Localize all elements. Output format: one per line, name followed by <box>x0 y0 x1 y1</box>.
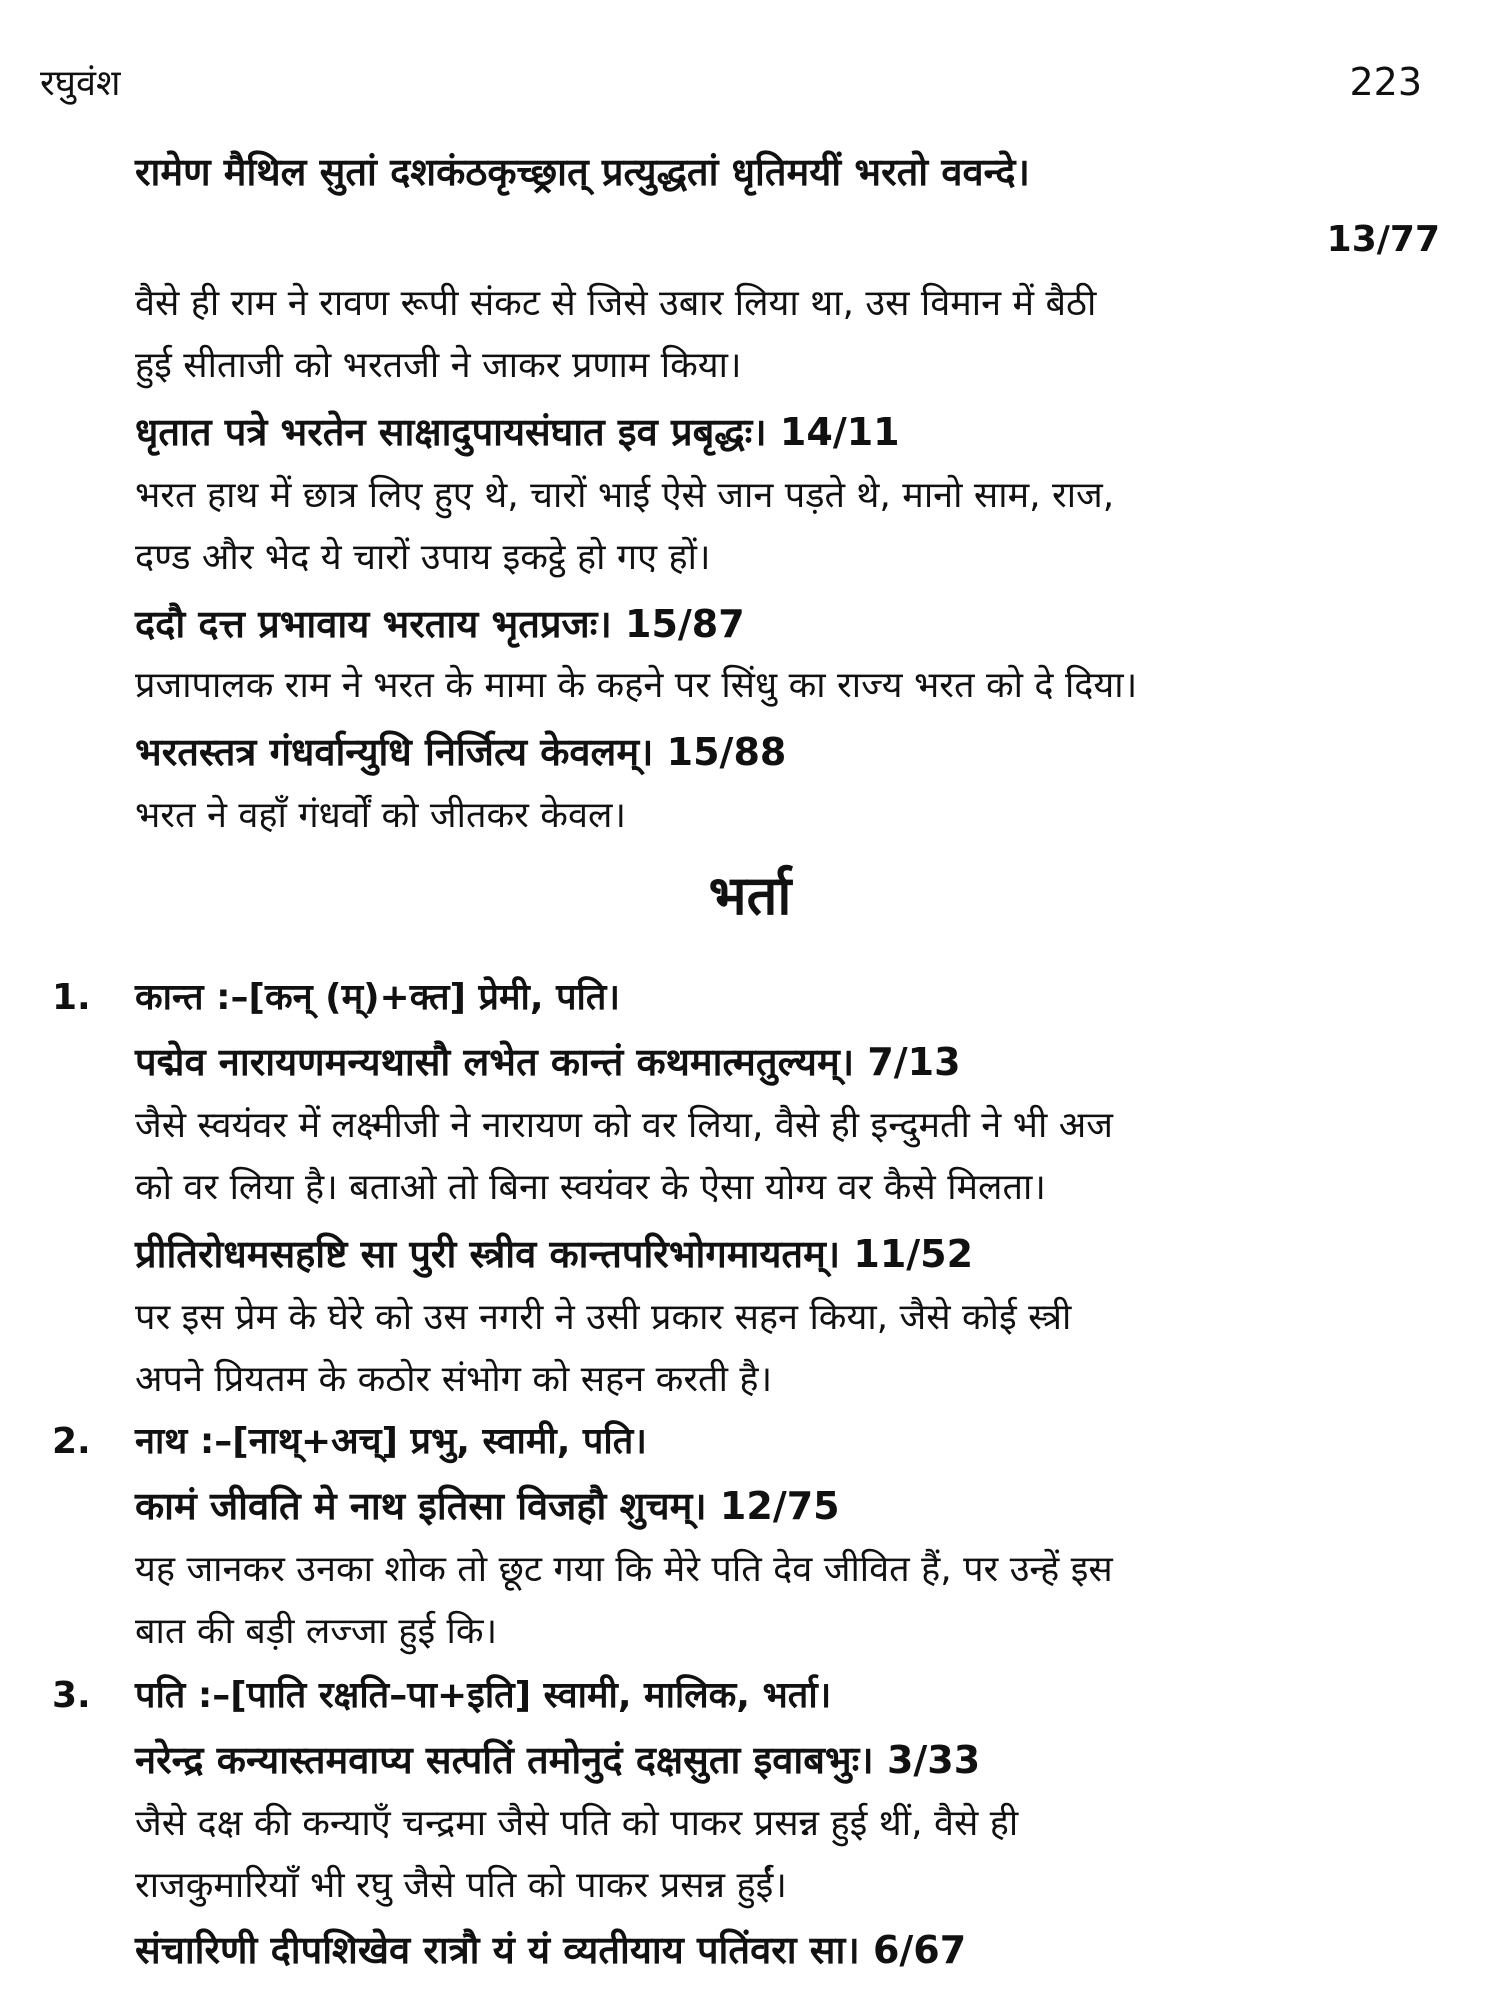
entry-title: पति :–[पाति रक्षति–पा+इति] स्वामी, मालिक, भर्ता। <box>135 1675 832 1716</box>
translation-line: राजकुमारियाँ भी रघु जैसे पति को पाकर प्रसन्न हुईं। <box>135 1865 787 1906</box>
verse-line: पद्मेव नारायणमन्यथासौ लभेत कान्तं कथमात्मतुल्यम्। 7/13 <box>135 1040 961 1084</box>
entry-number: 3. <box>52 1675 91 1716</box>
translation-line: वैसे ही राम ने रावण रूपी संकट से जिसे उबार लिया था, उस विमान में बैठी <box>135 283 1097 324</box>
translation-line: भरत हाथ में छात्र लिए हुए थे, चारों भाई ऐसे जान पड़ते थे, मानो साम, राज, <box>135 475 1115 516</box>
translation-line: यह जानकर उनका शोक तो छूट गया कि मेरे पति देव जीवित हैं, पर उन्हें इस <box>135 1549 1113 1590</box>
translation-line: भरत ने वहाँ गंधर्वों को जीतकर केवल। <box>135 795 627 836</box>
verse-reference: 13/77 <box>1326 219 1440 260</box>
verse-line: कामं जीवति मे नाथ इतिसा विजहौ शुचम्। 12/75 <box>135 1484 840 1528</box>
running-header-title: रघुवंश <box>40 63 121 104</box>
section-heading: भर्ता <box>708 864 792 927</box>
verse-line: नरेन्द्र कन्यास्तमवाप्य सत्पतिं तमोनुदं दक्षसुता इवाबभुः। 3/33 <box>135 1738 981 1782</box>
entry-number: 2. <box>52 1421 91 1462</box>
translation-line: हुई सीताजी को भरतजी ने जाकर प्रणाम किया। <box>135 345 742 386</box>
translation-line: जैसे दक्ष की कन्याएँ चन्द्रमा जैसे पति को पाकर प्रसन्न हुई थीं, वैसे ही <box>135 1803 1019 1844</box>
entry-title: नाथ :–[नाथ्+अच्] प्रभु, स्वामी, पति। <box>135 1421 647 1462</box>
verse-line: ददौ दत्त प्रभावाय भरताय भृतप्रजः। 15/87 <box>135 602 745 646</box>
translation-line: दण्ड और भेद ये चारों उपाय इकट्ठे हो गए हों। <box>135 537 711 578</box>
translation-line: पर इस प्रेम के घेरे को उस नगरी ने उसी प्रकार सहन किया, जैसे कोई स्त्री <box>135 1297 1072 1338</box>
verse-line: प्रीतिरोधमसहष्टि सा पुरी स्त्रीव कान्तपरिभोगमायतम्। 11/52 <box>135 1232 974 1276</box>
translation-line: जैसे स्वयंवर में लक्ष्मीजी ने नारायण को वर लिया, वैसे ही इन्दुमती ने भी अज <box>135 1105 1113 1146</box>
entry-number: 1. <box>52 977 91 1018</box>
verse-line: भरतस्तत्र गंधर्वान्युधि निर्जित्य केवलम्। 15/88 <box>135 730 787 774</box>
page-number: 223 <box>1349 60 1422 104</box>
verse-line: संचारिणी दीपशिखेव रात्रौ यं यं व्यतीयाय पतिंवरा सा। 6/67 <box>135 1928 967 1972</box>
translation-line: अपने प्रियतम के कठोर संभोग को सहन करती है। <box>135 1359 773 1400</box>
verse-line: रामेण मैथिल सुतां दशकंठकृच्छ्रात् प्रत्युद्धतां धृतिमयीं भरतो ववन्दे। <box>135 150 1030 194</box>
entry-title: कान्त :–[कन् (म्)+क्त] प्रेमी, पति। <box>135 977 621 1018</box>
verse-line: धृतात पत्रे भरतेन साक्षादुपायसंघात इव प्रबृद्धः। 14/11 <box>135 410 900 454</box>
translation-line: प्रजापालक राम ने भरत के मामा के कहने पर सिंधु का राज्य भरत को दे दिया। <box>135 665 1138 706</box>
translation-line: को वर लिया है। बताओ तो बिना स्वयंवर के ऐसा योग्य वर कैसे मिलता। <box>135 1167 1046 1208</box>
translation-line: बात की बड़ी लज्जा हुई कि। <box>135 1611 498 1652</box>
